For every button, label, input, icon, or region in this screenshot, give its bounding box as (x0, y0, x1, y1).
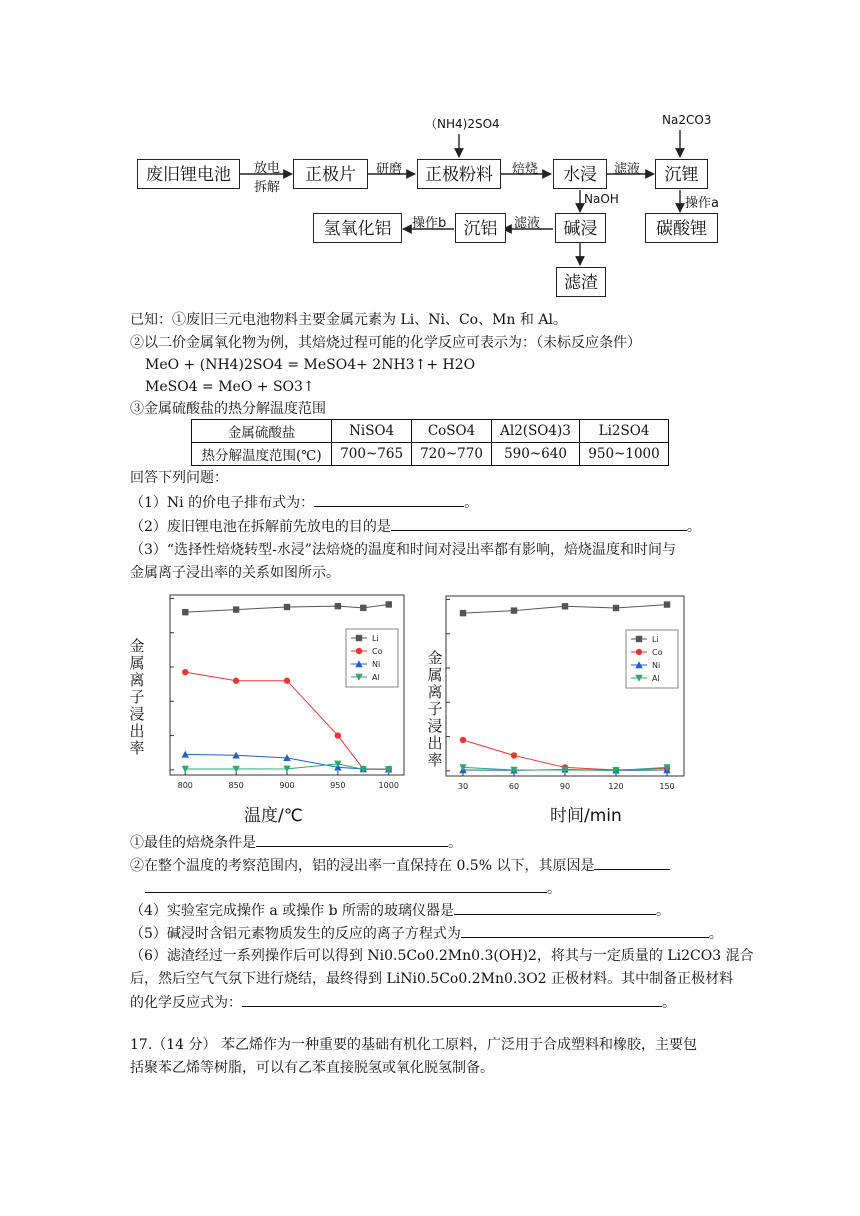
table-header: NiSO4 (332, 420, 412, 443)
question-4: （4）实验室完成操作 a 或操作 b 所需的玻璃仪器是 。 (130, 900, 670, 921)
label-nh4so4: （NH4)2SO4 (425, 117, 500, 131)
x-tick-label: 30 (457, 782, 469, 791)
question-3-line-1: （3）“选择性焙烧转型-水浸”法焙烧的温度和时间对浸出率都有影响，焙烧温度和时间与 (130, 542, 676, 558)
chart-time-ylabel: 金属离子浸出率 (427, 649, 443, 769)
question-2: （2）废旧锂电池在拆解前先放电的目的是 。 (130, 516, 701, 537)
table-header: Al2(SO4)3 (491, 420, 579, 443)
question-4-text: （4）实验室完成操作 a 或操作 b 所需的玻璃仪器是 (130, 903, 455, 919)
answer-blank[interactable] (145, 878, 547, 893)
label-roast: 焙烧 (512, 162, 539, 177)
data-point-li (664, 601, 670, 607)
x-tick-label: 850 (228, 781, 244, 790)
legend-label: Li (372, 634, 379, 643)
legend-marker (636, 636, 642, 642)
x-tick-label: 800 (177, 781, 193, 790)
box-aloh3: 氢氧化铝 (313, 213, 402, 243)
legend-marker (356, 648, 362, 654)
question-3-line-2: 金属离子浸出率的关系如图所示。 (130, 565, 340, 581)
known-line-3: ③金属硫酸盐的热分解温度范围 (130, 401, 326, 417)
known-line-1: 已知：①废旧三元电池物料主要金属元素为 Li、Ni、Co、Mn 和 Al。 (130, 312, 567, 328)
legend-label: Li (652, 635, 659, 644)
data-point-co (182, 669, 188, 675)
answer-blank[interactable] (256, 832, 448, 847)
table-cell: 热分解温度范围(℃) (192, 443, 332, 466)
table-header: 金属硫酸盐 (192, 420, 332, 443)
table-cell: 720~770 (412, 443, 492, 466)
data-point-co (511, 752, 517, 758)
label-grind: 研磨 (376, 162, 403, 177)
legend-label: Ni (652, 661, 661, 670)
plot-area (444, 595, 684, 791)
x-tick-label: 90 (559, 782, 571, 791)
plot-area (168, 594, 404, 790)
question-3-2-text: ②在整个温度的考察范围内，铝的浸出率一直保持在 0.5% 以下，其原因是 (130, 858, 595, 874)
table-cell: 590~640 (491, 443, 579, 466)
box-battery: 废旧锂电池 (137, 159, 240, 189)
data-point-li (233, 606, 239, 612)
label-disassemble: 拆解 (254, 180, 281, 195)
label-na2co3: Na2CO3 (662, 113, 712, 127)
question-5: （5）碱浸时含铝元素物质发生的反应的离子方程式为 。 (130, 923, 723, 944)
legend-marker (636, 649, 642, 655)
x-tick-label: 1000 (378, 781, 399, 790)
data-point-co (460, 737, 466, 743)
table-header: CoSO4 (412, 420, 492, 443)
data-point-li (386, 601, 392, 607)
table-cell: 950~1000 (580, 443, 669, 466)
box-cathode-sheet: 正极片 (293, 159, 368, 189)
legend-label: Al (652, 674, 660, 683)
data-point-li (613, 605, 619, 611)
label-filtrate-2: 滤液 (514, 216, 541, 231)
table-header: Li2SO4 (580, 420, 669, 443)
x-tick-label: 60 (508, 782, 520, 791)
chart-time (444, 594, 689, 796)
chart-temperature-xlabel: 温度/℃ (244, 806, 303, 826)
label-filtrate-1: 滤液 (614, 162, 641, 177)
question-1-text: （1）Ni 的价电子排布式为： (130, 495, 315, 511)
question-5-text: （5）碱浸时含铝元素物质发生的反应的离子方程式为 (130, 926, 461, 942)
legend-label: Ni (372, 660, 381, 669)
data-point-li (182, 609, 188, 615)
data-point-co (284, 678, 290, 684)
chart-temperature (168, 593, 408, 795)
data-point-li (511, 607, 517, 613)
data-point-li (360, 605, 366, 611)
question-3-1-text: ①最佳的焙烧条件是 (130, 835, 256, 851)
data-point-li (562, 603, 568, 609)
label-naoh: NaOH (584, 192, 619, 206)
question-6-line-2: 后，然后空气气氛下进行烧结，最终得到 LiNi0.5Co0.2Mn0.3O2 正极材料。其中制备正极材料 (130, 971, 734, 987)
label-op-a: 操作a (685, 196, 719, 211)
question-6-text: 的化学反应式为： (130, 995, 242, 1011)
x-tick-label: 900 (279, 781, 295, 790)
table-cell: 700~765 (332, 443, 412, 466)
chart-temperature-ylabel: 金属离子浸出率 (129, 637, 145, 757)
data-point-co (233, 678, 239, 684)
question-17-line-1: 17.（14 分） 苯乙烯作为一种重要的基础有机化工原料，广泛用于合成塑料和橡胶，主要包 (130, 1037, 697, 1053)
answer-blank[interactable] (454, 900, 656, 915)
answer-blank[interactable] (391, 516, 687, 531)
answer-blank[interactable] (594, 855, 670, 870)
data-point-co (335, 732, 341, 738)
answer-blank[interactable] (461, 923, 709, 938)
answer-blank[interactable] (314, 492, 464, 507)
x-tick-label: 150 (659, 782, 675, 791)
box-al-precip: 沉铝 (455, 213, 506, 243)
data-point-li (460, 610, 466, 616)
x-tick-label: 120 (608, 782, 624, 791)
question-17-line-2: 括聚苯乙烯等树脂，可以有乙苯直接脱氢或氧化脱氢制备。 (130, 1060, 494, 1076)
box-residue: 滤渣 (556, 267, 606, 297)
legend-label: Al (372, 673, 380, 682)
x-tick-label: 950 (330, 781, 346, 790)
box-alkali-leach: 碱浸 (555, 213, 606, 243)
known-eq-2: MeSO4 = MeO + SO3↑ (145, 379, 315, 395)
data-point-li (335, 603, 341, 609)
label-discharge: 放电 (254, 161, 281, 176)
question-6-line-1: （6）滤渣经过一系列操作后可以得到 Ni0.5Co0.2Mn0.3(OH)2，将其与一定质量的 Li2CO3 混合 (130, 948, 754, 964)
decomposition-table (191, 419, 669, 466)
question-3-1: ①最佳的焙烧条件是 。 (130, 832, 462, 853)
questions-intro: 回答下列问题： (130, 470, 228, 486)
legend-label: Co (372, 647, 383, 656)
chart-time-xlabel: 时间/min (550, 806, 622, 826)
box-cathode-powder: 正极粉料 (417, 159, 501, 189)
box-li2co3: 碳酸锂 (645, 213, 718, 243)
label-op-b: 操作b (412, 216, 447, 231)
box-li-precip: 沉锂 (655, 159, 708, 189)
answer-blank[interactable] (242, 992, 662, 1007)
flow-arrows (0, 0, 860, 300)
question-3-2 (130, 855, 670, 876)
legend-marker (356, 635, 362, 641)
question-2-text: （2）废旧锂电池在拆解前先放电的目的是 (130, 519, 391, 535)
known-eq-1: MeO + (NH4)2SO4 = MeSO4+ 2NH3↑+ H2O (145, 357, 476, 373)
question-6-line-3: 的化学反应式为： 。 (130, 992, 676, 1013)
legend-label: Co (652, 648, 663, 657)
question-1: （1）Ni 的价电子排布式为： 。 (130, 492, 478, 513)
data-point-li (284, 604, 290, 610)
known-line-2: ②以二价金属氧化物为例，其焙烧过程可能的化学反应可表示为：（未标反应条件） (130, 335, 641, 351)
box-water-leach: 水浸 (553, 159, 607, 189)
question-3-2-cont: 。 (145, 878, 561, 899)
